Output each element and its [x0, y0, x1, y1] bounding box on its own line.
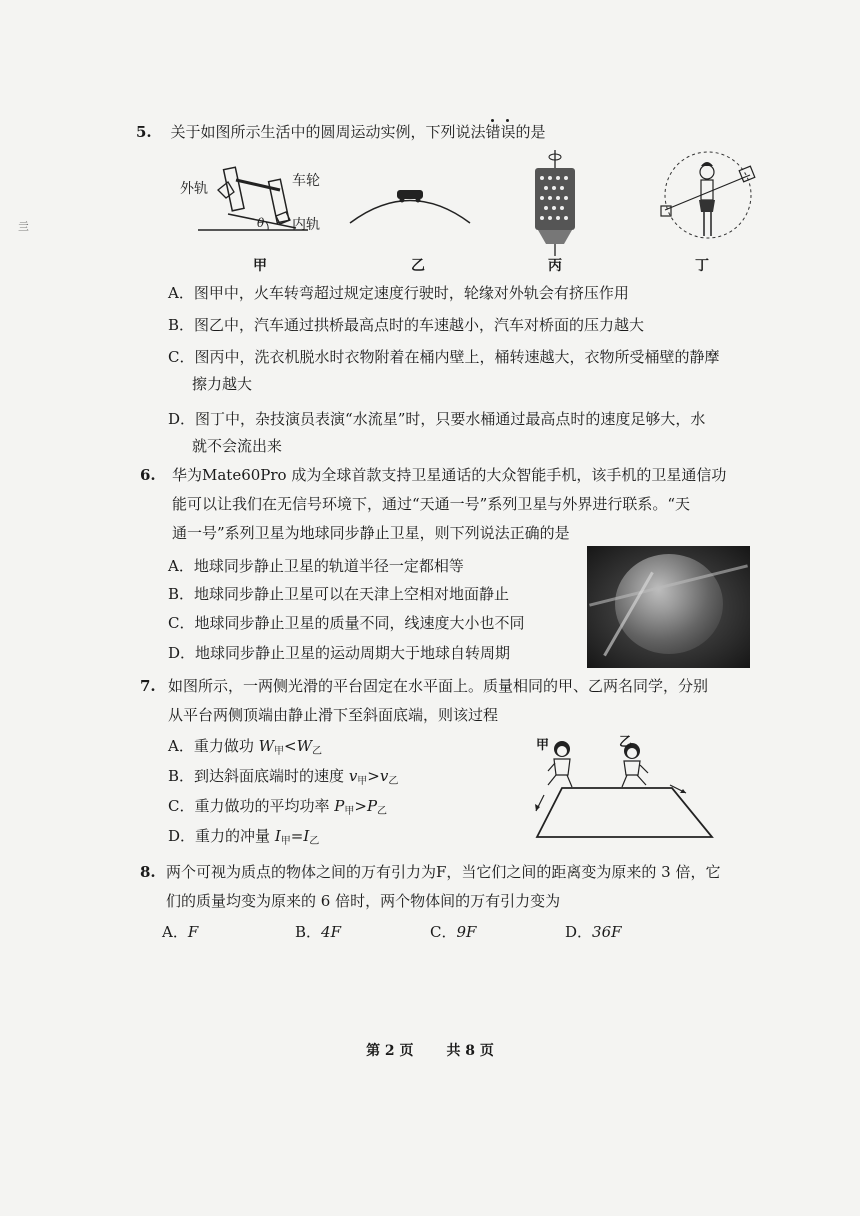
q5-stem-emphasis: 错误 — [485, 123, 515, 141]
q5-stem-b: 的是 — [515, 123, 546, 141]
q5-option-d-cont: 就不会流出来 — [192, 437, 283, 455]
q6-stem-line-1: 华为Mate60Pro 成为全球首款支持卫星通话的大众智能手机，该手机的卫星通信功 — [172, 466, 727, 484]
q7-option-b: B．到达斜面底端时的速度 $v_甲>v_乙$ — [168, 767, 399, 787]
q8-option-c: C．9F — [430, 923, 477, 941]
figure-q7-platform — [522, 735, 722, 845]
label-wheel: 车轮 — [292, 173, 320, 189]
q7-stem-line-2: 从平台两侧顶端由静止滑下至斜面底端，则该过程 — [168, 706, 499, 724]
q8-stem-line-2: 们的质量均变为原来的 6 倍时，两个物体间的万有引力变为 — [166, 892, 561, 910]
label-theta: θ — [257, 216, 265, 230]
caption-yi: 乙 — [411, 258, 425, 274]
figure-yi-arch-bridge — [345, 178, 475, 228]
margin-mark: 亖 — [18, 220, 29, 233]
label-inner-rail: 内轨 — [292, 217, 320, 233]
q5-option-d: D．图丁中，杂技演员表演“水流星”时，只要水桶通过最高点时的速度足够大，水 — [168, 410, 706, 428]
q6-option-c: C．地球同步静止卫星的质量不同，线速度大小也不同 — [168, 614, 525, 632]
q5-option-c-cont: 擦力越大 — [192, 375, 253, 393]
q7-number: 7. — [140, 677, 156, 695]
satellite-photo — [587, 546, 750, 668]
q5-option-b: B．图乙中，汽车通过拱桥最高点时的车速越小，汽车对桥面的压力越大 — [168, 316, 645, 334]
q5-stem — [136, 122, 546, 142]
q6-option-b: B．地球同步静止卫星可以在天津上空相对地面静止 — [168, 585, 510, 603]
q6-stem-line-2: 能可以让我们在无信号环境下，通过“天通一号”系列卫星与外界进行联系。“天 — [172, 495, 691, 513]
caption-jia: 甲 — [253, 258, 267, 274]
q8-option-b: B．4F — [295, 923, 341, 941]
figure-ding-water-meteor — [655, 150, 765, 245]
label-outer-rail: 外轨 — [180, 181, 208, 197]
q8-option-d: D．36F — [565, 923, 622, 941]
q8-number: 8. — [140, 863, 156, 881]
q7-stem-line-1: 如图所示，一两侧光滑的平台固定在水平面上。质量相同的甲、乙两名同学，分别 — [168, 677, 709, 695]
q5-option-c: C．图丙中，洗衣机脱水时衣物附着在桶内壁上，桶转速越大，衣物所受桶壁的静摩 — [168, 348, 720, 366]
q6-option-d: D．地球同步静止卫星的运动周期大于地球自转周期 — [168, 644, 511, 662]
q7-option-d: D．重力的冲量 $I_甲=I_乙$ — [168, 827, 320, 847]
q6-option-a: A．地球同步静止卫星的轨道半径一定都相等 — [168, 557, 464, 575]
caption-ding: 丁 — [695, 258, 709, 274]
q5-number: 5. — [136, 123, 152, 141]
q6-stem-line-3: 通一号”系列卫星为地球同步静止卫星，则下列说法正确的是 — [172, 524, 570, 542]
emphasis-dot — [506, 119, 509, 122]
q6-number: 6. — [140, 466, 156, 484]
q8-stem-line-1: 两个可视为质点的物体之间的万有引力为F，当它们之间的距离变为原来的 3 倍，它 — [166, 863, 721, 881]
q5-stem-a: 关于如图所示生活中的圆周运动实例，下列说法 — [170, 123, 486, 141]
q8-option-a: A．F — [162, 923, 199, 941]
q7-option-a: A．重力做功 $W_甲<W_乙$ — [168, 737, 323, 757]
page-number: 第 2 页 — [366, 1043, 414, 1059]
figure-bing-washer-drum — [528, 148, 583, 258]
q7-option-c: C．重力做功的平均功率 $P_甲>P_乙$ — [168, 797, 388, 817]
caption-bing: 丙 — [548, 258, 562, 274]
label-student-jia: 甲 — [536, 738, 550, 753]
emphasis-dot — [491, 119, 494, 122]
page-total: 共 8 页 — [446, 1043, 494, 1059]
q5-option-a: A．图甲中，火车转弯超过规定速度行驶时，轮缘对外轨会有挤压作用 — [168, 284, 629, 302]
page-footer — [0, 1040, 860, 1060]
label-student-yi: 乙 — [619, 735, 633, 750]
